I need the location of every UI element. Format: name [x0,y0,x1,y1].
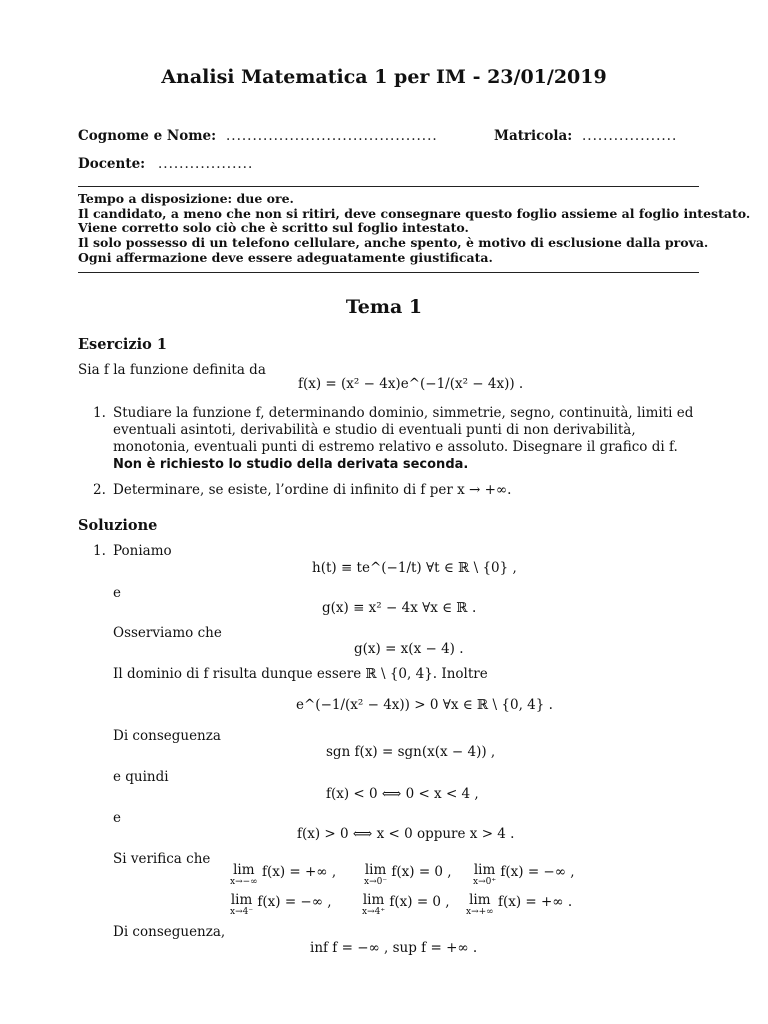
lim-operator [230,864,258,887]
limit [362,894,450,917]
notice-line: Tempo a disposizione: due ore. [78,191,294,206]
docente-label: Docente: [78,156,146,172]
limit-value: f(x) = +∞ , [261,864,337,880]
solution-item-number: 1. [93,543,106,559]
g-definition: g(x) ≡ x² − 4x ∀x ∈ ℝ . [322,600,477,616]
lim-word: lim [362,892,385,908]
bottom-rule [78,272,699,273]
item-number: 2. [93,482,106,498]
notice-line: Il candidato, a meno che non si ritiri, deve consegnare questo foglio assieme al foglio intestato. [78,206,751,221]
lim-operator [364,864,387,887]
lim-operator [362,894,385,917]
limit [466,894,572,917]
notice-line: Il solo possesso di un telefono cellulare, anche spento, è motivo di esclusione dalla prova. [78,235,709,250]
negative-condition: f(x) < 0 ⟺ 0 < x < 4 , [326,786,479,802]
lim-word: lim [230,892,253,908]
solution-text: Di conseguenza [113,728,221,744]
matricola-label: Matricola: [494,128,573,144]
docente-field: .................. [158,156,254,172]
exercise-intro: Sia f la funzione definita da [78,362,266,378]
function-definition-text: f(x) = (x² − 4x)e^(−1/(x² − 4x)) . [298,376,524,392]
cognome-field: ........................................ [226,128,438,144]
lim-subscript: x→4⁻ [230,907,254,917]
tema-heading: Tema 1 [345,296,423,318]
notice-line: Viene corretto solo ciò che è scritto sul foglio intestato. [78,220,469,235]
top-rule [78,186,699,187]
item-number: 1. [93,405,106,421]
lim-operator [466,894,494,917]
lim-subscript: x→0⁺ [473,877,497,887]
solution-text: e [113,810,121,826]
positive-condition: f(x) > 0 ⟺ x < 0 oppure x > 4 . [297,826,515,842]
item-1-text [113,405,703,473]
lim-subscript: x→4⁺ [362,907,386,917]
lim-word: lim [364,862,387,878]
lim-operator [473,864,496,887]
limit-value: f(x) = 0 , [391,864,452,880]
solution-heading: Soluzione [78,517,158,534]
cognome-label: Cognome e Nome: [78,128,217,144]
function-definition [298,376,523,392]
lim-word: lim [473,862,496,878]
solution-text: Osserviamo che [113,625,222,641]
limit [364,864,452,887]
solution-text: Poniamo [113,543,172,559]
exercise-heading: Esercizio 1 [78,336,167,353]
limit-value: f(x) = −∞ , [500,864,575,880]
matricola-field: .................. [582,128,678,144]
limit-value: f(x) = +∞ . [497,894,573,910]
limit-value: f(x) = 0 , [389,894,450,910]
exam-title: Analisi Matematica 1 per IM - 23/01/2019 [161,66,607,88]
g-factorization: g(x) = x(x − 4) . [354,641,464,657]
limit [473,864,575,887]
solution-text: e quindi [113,769,169,785]
limit [230,894,332,917]
inf-sup: inf f = −∞ , sup f = +∞ . [310,940,478,956]
limit-value: f(x) = −∞ , [257,894,332,910]
h-definition: h(t) ≡ te^(−1/t) ∀t ∈ ℝ \ {0} , [312,560,517,576]
lim-word: lim [469,892,491,908]
solution-text: Di conseguenza, [113,924,226,940]
sign-relation: sgn f(x) = sgn(x(x − 4)) , [326,744,496,760]
item-2-text: Determinare, se esiste, l’ordine di infinito di f per x → +∞. [113,482,512,498]
lim-subscript: x→0⁻ [364,877,388,887]
lim-operator [230,894,253,917]
limit [230,864,336,887]
item-1-body: Studiare la funzione f, determinando dominio, simmetrie, segno, continuità, limiti ed eventuali asintoti, derivabilità e studio di eventuali punti di non derivabilità, monotonia, eventuali punti di estremo relativo e assoluto. Disegnare il grafico di f. [113,405,694,455]
item-1-bold-note: Non è richiesto lo studio della derivata seconda. [113,457,469,472]
notice-line: Ogni affermazione deve essere adeguatamente giustificata. [78,250,493,265]
solution-text: e [113,585,121,601]
lim-subscript: x→−∞ [230,877,258,887]
solution-text: Si verifica che [113,851,211,867]
lim-word: lim [233,862,255,878]
lim-subscript: x→+∞ [466,907,494,917]
exp-positive: e^(−1/(x² − 4x)) > 0 ∀x ∈ ℝ \ {0, 4} . [296,697,553,713]
solution-text: Il dominio di f risulta dunque essere ℝ \ {0, 4}. Inoltre [113,666,488,682]
